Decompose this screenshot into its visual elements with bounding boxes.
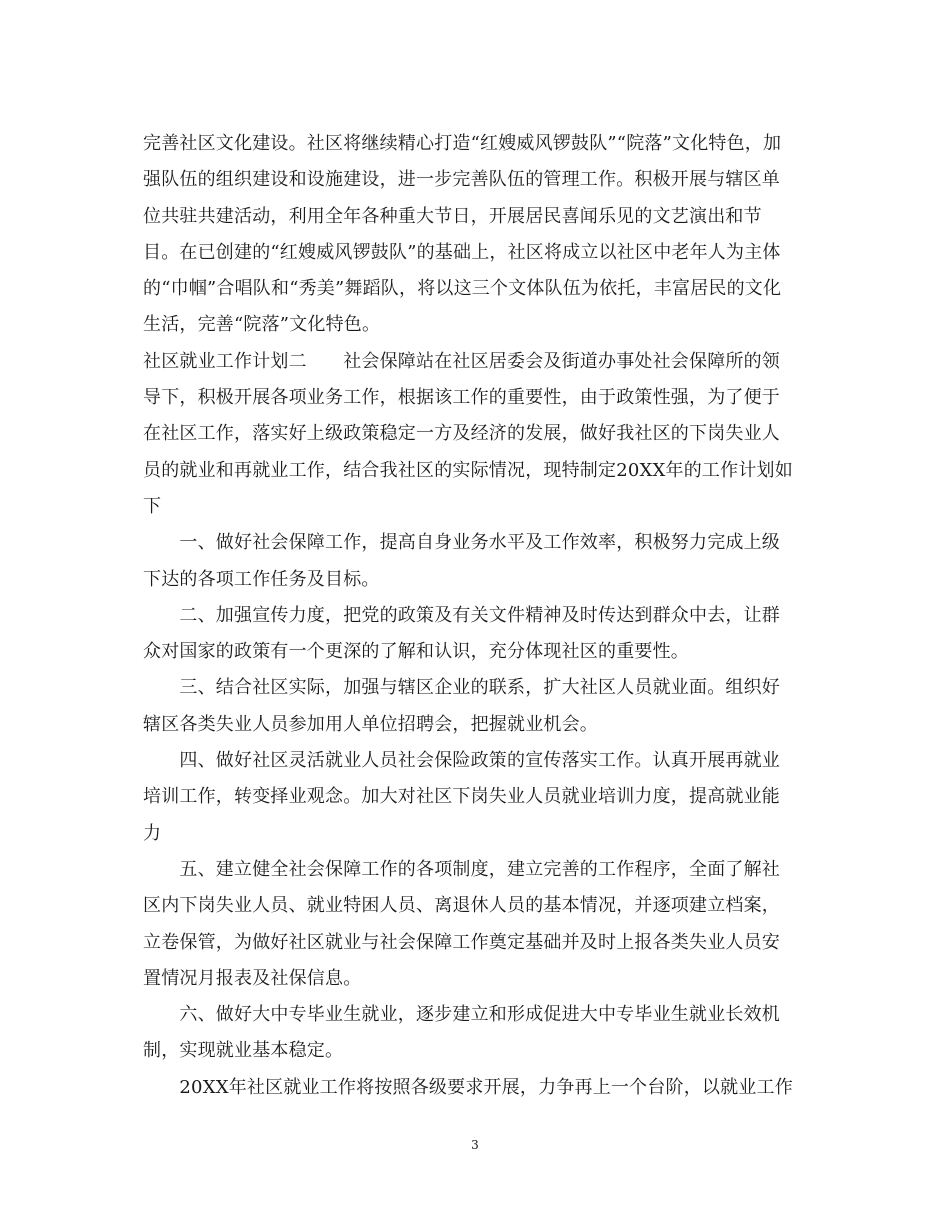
body-text bbox=[143, 126, 807, 1106]
list-item-line: 五、建立健全社会保障工作的各项制度，建立完善的工作程序，全面了解社 bbox=[143, 858, 780, 880]
text-line: 导下，积极开展各项业务工作，根据该工作的重要性，由于政策性强，为了便于 bbox=[143, 387, 780, 409]
text-line: 员的就业和再就业工作，结合我社区的实际情况，现特制定20XX年的工作计划如 bbox=[143, 459, 793, 481]
text-line: 20XX年社区就业工作将按照各级要求开展，力争再上一个台阶，以就业工作 bbox=[143, 1076, 793, 1098]
text-line: 辖区各类失业人员参加用人单位招聘会，把握就业机会。 bbox=[143, 713, 598, 735]
text-line: 目。在已创建的“红嫂威风锣鼓队”的基础上，社区将成立以社区中老年人为主体 bbox=[143, 241, 781, 263]
text-line: 下 bbox=[143, 495, 162, 517]
list-item-line: 六、做好大中专毕业生就业，逐步建立和形成促进大中专毕业生就业长效机 bbox=[143, 1004, 780, 1026]
text-line: 制，实现就业基本稳定。 bbox=[143, 1040, 344, 1062]
text-line: 强队伍的组织建设和设施建设，进一步完善队伍的管理工作。积极开展与辖区单 bbox=[143, 169, 780, 191]
text-line: 培训工作，转变择业观念。加大对社区下岗失业人员就业培训力度，提高就业能 bbox=[143, 786, 780, 808]
list-item-line: 四、做好社区灵活就业人员社会保险政策的宣传落实工作。认真开展再就业 bbox=[143, 750, 780, 772]
page-number: 3 bbox=[471, 1138, 479, 1152]
section-heading-line: 社区就业工作计划二 社会保障站在社区居委会及街道办事处社会保障所的领 bbox=[143, 350, 780, 372]
list-item-line: 三、结合社区实际，加强与辖区企业的联系，扩大社区人员就业面。组织好 bbox=[143, 677, 780, 699]
text-line: 下达的各项工作任务及目标。 bbox=[143, 568, 380, 590]
text-line: 的“巾帼”合唱队和“秀美”舞蹈队，将以这三个文体队伍为依托，丰富居民的文化 bbox=[143, 278, 782, 300]
list-item-line: 一、做好社会保障工作，提高自身业务水平及工作效率，积极努力完成上级 bbox=[143, 532, 780, 554]
text-line: 完善社区文化建设。社区将继续精心打造“红嫂威风锣鼓队”“院落”文化特色，加 bbox=[143, 133, 782, 154]
text-line: 立卷保管，为做好社区就业与社会保障工作奠定基础并及时上报各类失业人员安 bbox=[143, 931, 780, 953]
text-line: 置情况月报表及社保信息。 bbox=[143, 967, 362, 989]
text-line: 在社区工作，落实好上级政策稳定一方及经济的发展，做好我社区的下岗失业人 bbox=[143, 423, 780, 445]
text-line: 位共驻共建活动，利用全年各种重大节日，开展居民喜闻乐见的文艺演出和节 bbox=[143, 205, 762, 227]
text-line: 众对国家的政策有一个更深的了解和认识，充分体现社区的重要性。 bbox=[143, 641, 689, 663]
text-line: 力 bbox=[143, 822, 162, 844]
text-line: 区内下岗失业人员、就业特困人员、离退休人员的基本情况，并逐项建立档案， bbox=[143, 895, 780, 917]
text-line: 生活，完善“院落”文化特色。 bbox=[143, 314, 381, 336]
list-item-line: 二、加强宣传力度，把党的政策及有关文件精神及时传达到群众中去，让群 bbox=[143, 604, 780, 626]
